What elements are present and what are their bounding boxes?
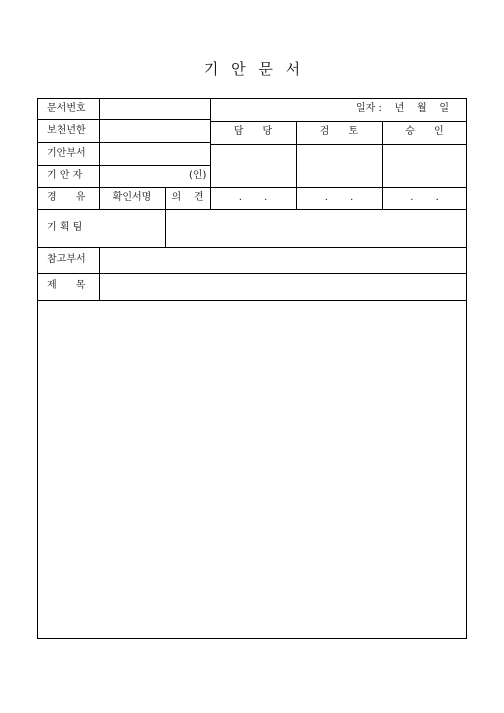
label-subject: 제 목: [47, 280, 86, 291]
row-divider: [38, 119, 210, 120]
row-divider: [38, 209, 467, 210]
label-drafting-dept: 기안부서: [47, 148, 86, 159]
label-opinion: 의 견: [171, 192, 204, 203]
approval-date-charge: . .: [238, 192, 268, 203]
approval-date-review: . .: [324, 192, 354, 203]
approval-date-approve: . .: [410, 192, 439, 203]
label-reference-dept: 참고부서: [47, 254, 86, 265]
row-divider: [38, 165, 210, 166]
label-doc-number: 문서번호: [47, 103, 86, 114]
row-divider: [38, 273, 467, 274]
approval-review: 검 토: [319, 126, 359, 137]
label-routing: 경 유: [47, 192, 86, 203]
date-line: 일자 : 년 월 일: [356, 103, 449, 114]
column-divider: [99, 247, 100, 300]
document-title: 기 안 문 서: [203, 60, 301, 78]
draft-form: [37, 98, 467, 639]
label-planning-team: 기 획 팀: [47, 222, 83, 233]
row-divider: [38, 187, 467, 188]
approval-approve: 승 인: [405, 126, 444, 137]
document-body-area: [38, 301, 467, 639]
row-divider: [38, 142, 210, 143]
row-divider: [38, 247, 467, 248]
label-drafter: 기 안 자: [47, 170, 83, 181]
label-confirm-name: 확인서명: [112, 192, 152, 203]
label-retention: 보천년한: [47, 125, 86, 136]
seal-mark: (인): [189, 170, 207, 181]
row-divider: [210, 121, 467, 122]
row-divider: [210, 144, 467, 145]
approval-charge: 담 당: [233, 126, 273, 137]
